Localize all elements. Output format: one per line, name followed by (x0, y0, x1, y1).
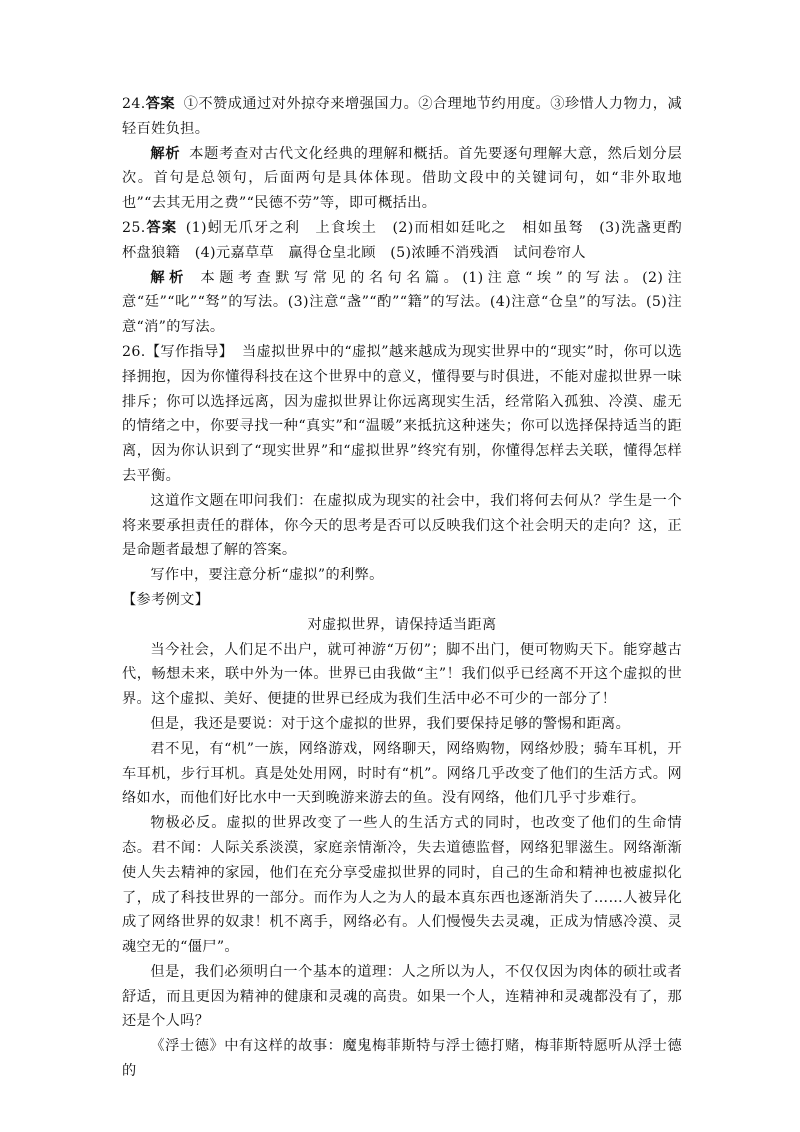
sample-label: 【参考例文】 (122, 591, 210, 608)
analysis-label: 解析 (150, 269, 188, 286)
q24-analysis (122, 142, 682, 216)
sample-paragraph: 物极必反。虚拟的世界改变了一些人的生活方式的同时，也改变了他们的生命情态。君不闻：人际关系淡漠，家庭亲情渐冷，失去道德监督，网络犯罪滋生。网络渐渐使人失去精神的家园，他们在充分享受虚拟世界的同时，自己的生命和精神也被虚拟化了，成了科技世界的一部分。而作为人之为人的最本真东西也逐渐消失了……人被异化成了网络世界的奴隶！机不离手，网络必有。人们慢慢失去灵魂，正成为情感冷漠、灵魂空无的“僵尸”。 (122, 815, 682, 956)
answer-text: ①不赞成通过对外掠夺来增强国力。②合理地节约用度。③珍惜人力物力，减轻百姓负担。 (122, 96, 683, 137)
analysis-label: 解析 (150, 145, 181, 162)
document-body (122, 92, 697, 1084)
answer-label: 答案 (145, 219, 178, 236)
sample-title: 对虚拟世界，请保持适当距离 (307, 616, 497, 633)
guide-text: 当虚拟世界中的“虚拟”越来越成为现实世界中的“现实”时，你可以选择拥抱，因为你懂得科技在这个世界中的意义，懂得要与时俱进，不能对虚拟世界一味排斥；你可以选择远离，因为虚拟世界让你远离现实生活，经常陷入孤独、冷漠、虚无的情绪之中，你要寻找一种“真实”和“温暖”来抵抗这种迷失；你可以选择保持适当的距离，因为你认识到了“现实世界”和“虚拟世界”终究有别，你懂得怎样去关联，懂得怎样去平衡。 (122, 343, 682, 484)
sample-paragraph: 但是，我们必须明白一个基本的道理：人之所以为人，不仅仅因为肉体的硕壮或者舒适，而且更因为精神的健康和灵魂的高贵。如果一个人，连精神和灵魂都没有了，那还是个人吗？ (122, 963, 682, 1030)
q26-paragraph: 这道作文题在叩问我们：在虚拟成为现实的社会中，我们将何去何从？学生是一个将来要承担责任的群体，你今天的思考是否可以反映我们这个社会明天的走向？这，正是命题者最想了解的答案。 (122, 492, 682, 559)
q26-paragraph: 写作中，要注意分析“虚拟”的利弊。 (150, 567, 384, 584)
answer-label: 答案 (145, 96, 176, 112)
q24-answer (122, 92, 682, 142)
sample-paragraph: 当今社会，人们足不出户，就可神游“万仞”；脚不出门，便可物购天下。能穿越古代，畅想未来，联中外为一体。世界已由我做“主”！我们似乎已经离不开这个虚拟的世界。这个虚拟、美好、便捷的世界已经成为我们生活中必不可少的一部分了！ (122, 641, 682, 708)
answer-text: (1)蚓无爪牙之利 上食埃土 (2)而相如廷叱之 相如虽驽 (3)洗盏更酌 杯盘狼籍 (4)元嘉草草 赢得仓皇北顾 (5)浓睡不消残酒 试问卷帘人 (122, 219, 697, 261)
sample-paragraph: 君不见，有“机”一族，网络游戏，网络聊天，网络购物，网络炒股；骑车耳机，开车耳机，步行耳机。真是处处用网，时时有“机”。网络几乎改变了他们的生活方式。网络如水，而他们好比水中一天到晚游来游去的鱼。没有网络，他们几乎寸步难行。 (122, 740, 682, 807)
q25-answer (122, 216, 697, 266)
guide-label: 【写作指导】 (145, 343, 234, 360)
question-number: 24. (122, 96, 146, 112)
q26-guide (122, 340, 682, 489)
analysis-text: 本题考查对古代文化经典的理解和概括。首先要逐句理解大意，然后划分层次。首句是总领句，后面两句是具体体现。借助文段中的关键词句，如“非外取地也”“去其无用之费”“民德不劳”等，即可概括出。 (122, 145, 682, 212)
sample-paragraph: 但是，我还是要说：对于这个虚拟的世界，我们要保持足够的警惕和距离。 (150, 715, 631, 732)
analysis-text: 本题考查默写常见的名句名篇。(1)注意“埃”的写法。(2)注意“廷”“叱”“驽”的写法。(3)注意“盏”“酌”“籍”的写法。(4)注意“仓皇”的写法。(5)注意“消”的写法。 (122, 269, 683, 336)
question-number: 26. (122, 343, 146, 360)
sample-paragraph: 《浮士德》中有这样的故事：魔鬼梅菲斯特与浮士德打赌，梅菲斯特愿听从浮士德的 (122, 1038, 682, 1080)
question-number: 25. (122, 219, 146, 236)
q25-analysis (122, 266, 682, 340)
